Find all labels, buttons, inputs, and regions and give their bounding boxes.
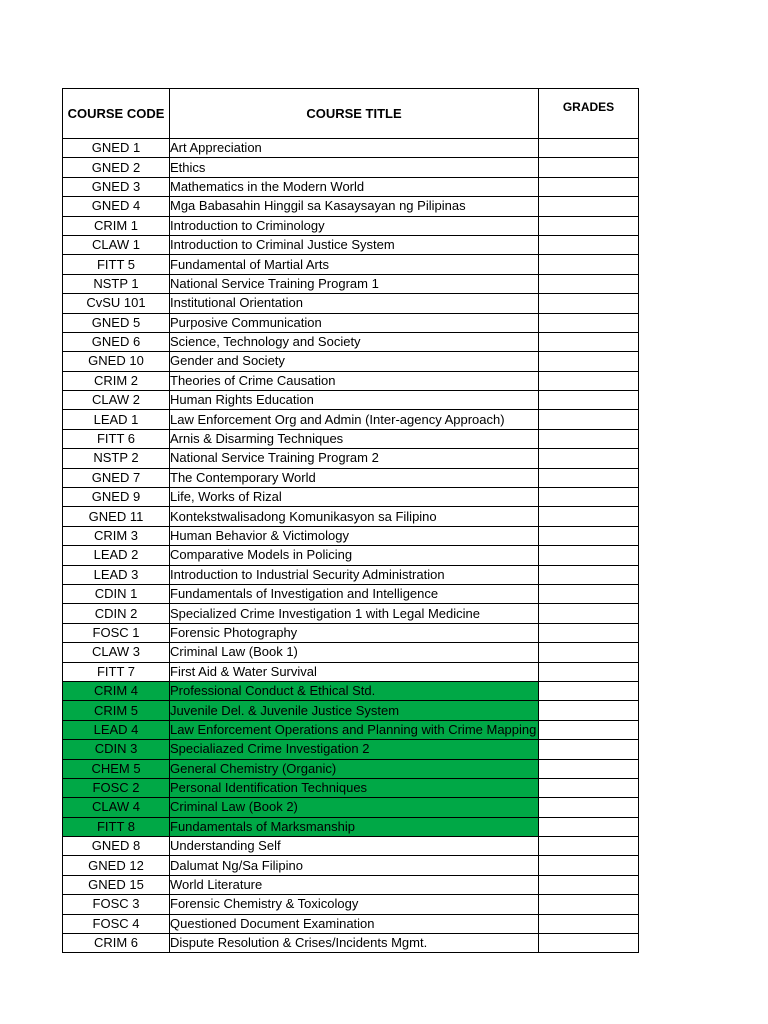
grade-cell[interactable]	[539, 759, 639, 778]
table-row	[63, 313, 639, 332]
course-code-cell: CLAW 2	[63, 391, 170, 410]
course-code-cell: FITT 7	[63, 662, 170, 681]
course-code-cell: GNED 3	[63, 177, 170, 196]
course-title-cell: Comparative Models in Policing	[170, 546, 539, 565]
table-row	[63, 507, 639, 526]
table-row	[63, 565, 639, 584]
grade-cell[interactable]	[539, 235, 639, 254]
course-code-cell: LEAD 2	[63, 546, 170, 565]
course-title-cell: Art Appreciation	[170, 139, 539, 158]
course-code-cell: CLAW 4	[63, 798, 170, 817]
grade-cell[interactable]	[539, 274, 639, 293]
grade-cell[interactable]	[539, 623, 639, 642]
grade-cell[interactable]	[539, 468, 639, 487]
table-row	[63, 371, 639, 390]
table-row	[63, 643, 639, 662]
grade-cell[interactable]	[539, 410, 639, 429]
course-title-cell: Specialized Crime Investigation 1 with Legal Medicine	[170, 604, 539, 623]
course-title-cell: General Chemistry (Organic)	[170, 759, 539, 778]
course-title-cell: Personal Identification Techniques	[170, 778, 539, 797]
grade-cell[interactable]	[539, 429, 639, 448]
grade-cell[interactable]	[539, 177, 639, 196]
course-title-cell: Dalumat Ng/Sa Filipino	[170, 856, 539, 875]
table-row	[63, 817, 639, 836]
grade-cell[interactable]	[539, 681, 639, 700]
grade-cell[interactable]	[539, 313, 639, 332]
course-code-cell: GNED 11	[63, 507, 170, 526]
course-title-cell: Life, Works of Rizal	[170, 488, 539, 507]
course-code-cell: FOSC 1	[63, 623, 170, 642]
course-title-cell: Criminal Law (Book 2)	[170, 798, 539, 817]
course-title-cell: Professional Conduct & Ethical Std.	[170, 681, 539, 700]
course-title-cell: Criminal Law (Book 1)	[170, 643, 539, 662]
course-code-cell: GNED 8	[63, 837, 170, 856]
table-row	[63, 681, 639, 700]
course-code-cell: NSTP 2	[63, 449, 170, 468]
course-title-cell: Dispute Resolution & Crises/Incidents Mgmt.	[170, 934, 539, 953]
table-row	[63, 332, 639, 351]
course-title-cell: Juvenile Del. & Juvenile Justice System	[170, 701, 539, 720]
grades-header: GRADES	[539, 89, 639, 139]
course-code-cell: CDIN 1	[63, 584, 170, 603]
grade-cell[interactable]	[539, 895, 639, 914]
table-row	[63, 604, 639, 623]
course-title-header: COURSE TITLE	[170, 89, 539, 139]
table-row	[63, 875, 639, 894]
course-code-cell: GNED 5	[63, 313, 170, 332]
table-row	[63, 255, 639, 274]
course-grades-table	[62, 88, 639, 953]
table-row	[63, 468, 639, 487]
table-row	[63, 235, 639, 254]
grade-cell[interactable]	[539, 701, 639, 720]
grade-cell[interactable]	[539, 139, 639, 158]
course-title-cell: Institutional Orientation	[170, 294, 539, 313]
course-title-cell: Ethics	[170, 158, 539, 177]
course-title-cell: Specialiazed Crime Investigation 2	[170, 740, 539, 759]
header-row	[63, 89, 639, 139]
table-row	[63, 410, 639, 429]
grade-cell[interactable]	[539, 565, 639, 584]
grade-cell[interactable]	[539, 158, 639, 177]
table-row	[63, 895, 639, 914]
table-row	[63, 488, 639, 507]
table-row	[63, 662, 639, 681]
course-code-cell: CLAW 3	[63, 643, 170, 662]
course-title-cell: Mga Babasahin Hinggil sa Kasaysayan ng Pilipinas	[170, 197, 539, 216]
course-title-cell: Human Rights Education	[170, 391, 539, 410]
course-code-cell: GNED 7	[63, 468, 170, 487]
course-code-cell: CHEM 5	[63, 759, 170, 778]
course-code-cell: CRIM 4	[63, 681, 170, 700]
table-row	[63, 449, 639, 468]
grade-cell[interactable]	[539, 643, 639, 662]
grade-cell[interactable]	[539, 778, 639, 797]
grade-cell[interactable]	[539, 584, 639, 603]
course-title-cell: World Literature	[170, 875, 539, 894]
grade-cell[interactable]	[539, 604, 639, 623]
grade-cell[interactable]	[539, 449, 639, 468]
course-title-cell: Gender and Society	[170, 352, 539, 371]
course-code-cell: FITT 6	[63, 429, 170, 448]
table-row	[63, 914, 639, 933]
table-row	[63, 158, 639, 177]
course-title-cell: The Contemporary World	[170, 468, 539, 487]
table-row	[63, 720, 639, 739]
grade-cell[interactable]	[539, 720, 639, 739]
grade-cell[interactable]	[539, 216, 639, 235]
course-title-cell: Mathematics in the Modern World	[170, 177, 539, 196]
grade-cell[interactable]	[539, 371, 639, 390]
table-row	[63, 623, 639, 642]
table-row	[63, 216, 639, 235]
table-row	[63, 546, 639, 565]
course-title-cell: Arnis & Disarming Techniques	[170, 429, 539, 448]
table-row	[63, 526, 639, 545]
table-row	[63, 837, 639, 856]
course-title-cell: Law Enforcement Operations and Planning with Crime Mapping	[170, 720, 539, 739]
course-code-cell: CvSU 101	[63, 294, 170, 313]
course-code-cell: CRIM 5	[63, 701, 170, 720]
grade-cell[interactable]	[539, 546, 639, 565]
course-title-cell: Purposive Communication	[170, 313, 539, 332]
grade-cell[interactable]	[539, 856, 639, 875]
course-code-cell: CDIN 2	[63, 604, 170, 623]
course-code-cell: GNED 9	[63, 488, 170, 507]
course-title-cell: Kontekstwalisadong Komunikasyon sa Filipino	[170, 507, 539, 526]
course-code-cell: GNED 15	[63, 875, 170, 894]
table-row	[63, 740, 639, 759]
grade-cell[interactable]	[539, 914, 639, 933]
course-title-cell: Introduction to Criminal Justice System	[170, 235, 539, 254]
course-code-cell: FOSC 4	[63, 914, 170, 933]
grade-cell[interactable]	[539, 837, 639, 856]
course-code-cell: LEAD 4	[63, 720, 170, 739]
course-code-cell: FITT 5	[63, 255, 170, 274]
table-row	[63, 429, 639, 448]
table-row	[63, 778, 639, 797]
course-code-cell: GNED 6	[63, 332, 170, 351]
course-code-cell: LEAD 3	[63, 565, 170, 584]
course-code-cell: GNED 1	[63, 139, 170, 158]
course-title-cell: Theories of Crime Causation	[170, 371, 539, 390]
table-row	[63, 274, 639, 293]
course-title-cell: National Service Training Program 1	[170, 274, 539, 293]
grade-cell[interactable]	[539, 391, 639, 410]
grade-cell[interactable]	[539, 526, 639, 545]
course-code-cell: CRIM 3	[63, 526, 170, 545]
table-row	[63, 701, 639, 720]
grade-cell[interactable]	[539, 740, 639, 759]
table-row	[63, 294, 639, 313]
course-title-cell: Fundamentals of Marksmanship	[170, 817, 539, 836]
course-code-cell: CRIM 6	[63, 934, 170, 953]
grade-cell[interactable]	[539, 294, 639, 313]
grade-cell[interactable]	[539, 352, 639, 371]
course-code-cell: CDIN 3	[63, 740, 170, 759]
course-code-cell: GNED 12	[63, 856, 170, 875]
course-title-cell: Forensic Chemistry & Toxicology	[170, 895, 539, 914]
table-row	[63, 391, 639, 410]
course-rows	[63, 139, 639, 953]
course-title-cell: Introduction to Industrial Security Administration	[170, 565, 539, 584]
course-code-cell: GNED 10	[63, 352, 170, 371]
table-row	[63, 139, 639, 158]
course-code-cell: FOSC 3	[63, 895, 170, 914]
table-row	[63, 352, 639, 371]
grade-cell[interactable]	[539, 197, 639, 216]
table-row	[63, 934, 639, 953]
course-title-cell: Forensic Photography	[170, 623, 539, 642]
grade-cell[interactable]	[539, 875, 639, 894]
grade-cell[interactable]	[539, 488, 639, 507]
table-row	[63, 759, 639, 778]
course-code-cell: NSTP 1	[63, 274, 170, 293]
table-row	[63, 856, 639, 875]
course-code-cell: LEAD 1	[63, 410, 170, 429]
course-title-cell: Fundamental of Martial Arts	[170, 255, 539, 274]
course-title-cell: Questioned Document Examination	[170, 914, 539, 933]
course-title-cell: National Service Training Program 2	[170, 449, 539, 468]
course-title-cell: Human Behavior & Victimology	[170, 526, 539, 545]
course-code-cell: FOSC 2	[63, 778, 170, 797]
course-code-cell: GNED 2	[63, 158, 170, 177]
table-row	[63, 584, 639, 603]
course-title-cell: Law Enforcement Org and Admin (Inter-agency Approach)	[170, 410, 539, 429]
grade-cell[interactable]	[539, 934, 639, 953]
table-row	[63, 177, 639, 196]
course-title-cell: Fundamentals of Investigation and Intelligence	[170, 584, 539, 603]
grade-cell[interactable]	[539, 332, 639, 351]
course-title-cell: Science, Technology and Society	[170, 332, 539, 351]
course-code-cell: GNED 4	[63, 197, 170, 216]
table-row	[63, 798, 639, 817]
grade-cell[interactable]	[539, 798, 639, 817]
course-code-cell: CRIM 1	[63, 216, 170, 235]
course-title-cell: Understanding Self	[170, 837, 539, 856]
course-code-cell: FITT 8	[63, 817, 170, 836]
course-code-header: COURSE CODE	[63, 89, 170, 139]
grade-cell[interactable]	[539, 817, 639, 836]
table-row	[63, 197, 639, 216]
course-code-cell: CLAW 1	[63, 235, 170, 254]
course-title-cell: Introduction to Criminology	[170, 216, 539, 235]
course-title-cell: First Aid & Water Survival	[170, 662, 539, 681]
grade-cell[interactable]	[539, 662, 639, 681]
course-code-cell: CRIM 2	[63, 371, 170, 390]
grade-cell[interactable]	[539, 507, 639, 526]
grade-cell[interactable]	[539, 255, 639, 274]
